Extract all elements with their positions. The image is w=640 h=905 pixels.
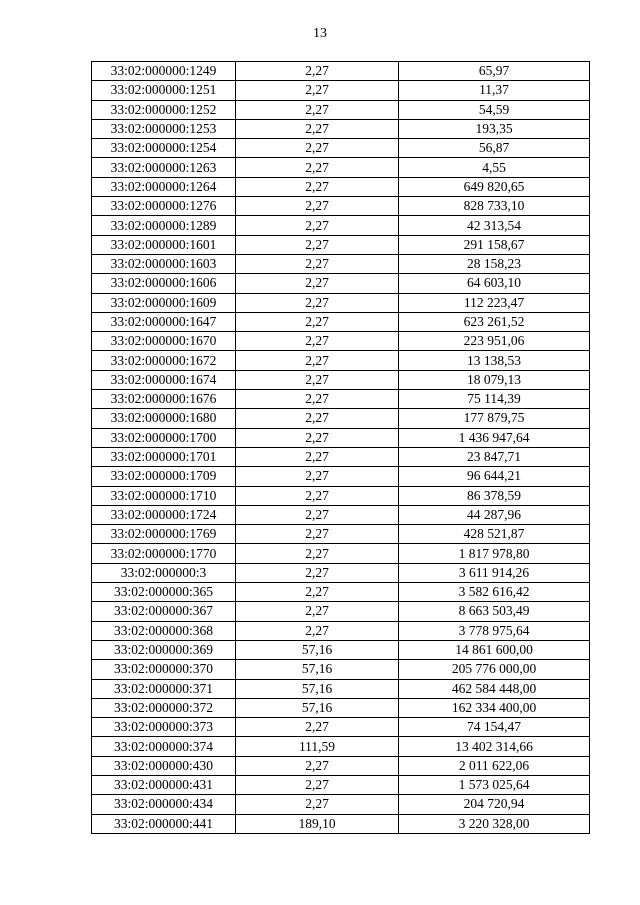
rate-cell: 2,27 bbox=[236, 293, 399, 312]
amount-cell: 4,55 bbox=[399, 158, 590, 177]
cadastral-number-cell: 33:02:000000:1249 bbox=[92, 62, 236, 81]
cadastral-number-cell: 33:02:000000:374 bbox=[92, 737, 236, 756]
table-row bbox=[92, 100, 590, 119]
rate-cell: 57,16 bbox=[236, 640, 399, 659]
table-row bbox=[92, 737, 590, 756]
amount-cell: 828 733,10 bbox=[399, 197, 590, 216]
amount-cell: 1 436 947,64 bbox=[399, 428, 590, 447]
rate-cell: 2,27 bbox=[236, 795, 399, 814]
table-row bbox=[92, 139, 590, 158]
rate-cell: 2,27 bbox=[236, 81, 399, 100]
cadastral-number-cell: 33:02:000000:434 bbox=[92, 795, 236, 814]
cadastral-number-cell: 33:02:000000:1700 bbox=[92, 428, 236, 447]
amount-cell: 42 313,54 bbox=[399, 216, 590, 235]
amount-cell: 462 584 448,00 bbox=[399, 679, 590, 698]
amount-cell: 54,59 bbox=[399, 100, 590, 119]
table-row bbox=[92, 312, 590, 331]
table-row bbox=[92, 293, 590, 312]
table-row bbox=[92, 409, 590, 428]
rate-cell: 2,27 bbox=[236, 62, 399, 81]
amount-cell: 75 114,39 bbox=[399, 390, 590, 409]
table-row bbox=[92, 563, 590, 582]
cadastral-number-cell: 33:02:000000:1709 bbox=[92, 467, 236, 486]
table-row bbox=[92, 119, 590, 138]
cadastral-number-cell: 33:02:000000:1289 bbox=[92, 216, 236, 235]
amount-cell: 8 663 503,49 bbox=[399, 602, 590, 621]
rate-cell: 2,27 bbox=[236, 216, 399, 235]
rate-cell: 2,27 bbox=[236, 525, 399, 544]
cadastral-number-cell: 33:02:000000:1603 bbox=[92, 254, 236, 273]
table-row bbox=[92, 505, 590, 524]
table-row bbox=[92, 698, 590, 717]
cadastral-number-cell: 33:02:000000:441 bbox=[92, 814, 236, 833]
cadastral-number-cell: 33:02:000000:1609 bbox=[92, 293, 236, 312]
rate-cell: 2,27 bbox=[236, 139, 399, 158]
table-row bbox=[92, 795, 590, 814]
table-row bbox=[92, 390, 590, 409]
cadastral-number-cell: 33:02:000000:1254 bbox=[92, 139, 236, 158]
cadastral-number-cell: 33:02:000000:1253 bbox=[92, 119, 236, 138]
table-row bbox=[92, 660, 590, 679]
rate-cell: 2,27 bbox=[236, 428, 399, 447]
amount-cell: 3 582 616,42 bbox=[399, 583, 590, 602]
amount-cell: 193,35 bbox=[399, 119, 590, 138]
table-row bbox=[92, 602, 590, 621]
amount-cell: 56,87 bbox=[399, 139, 590, 158]
cadastral-number-cell: 33:02:000000:1606 bbox=[92, 274, 236, 293]
cadastral-number-cell: 33:02:000000:1670 bbox=[92, 332, 236, 351]
amount-cell: 13 402 314,66 bbox=[399, 737, 590, 756]
table-row bbox=[92, 197, 590, 216]
rate-cell: 57,16 bbox=[236, 679, 399, 698]
cadastral-number-cell: 33:02:000000:1676 bbox=[92, 390, 236, 409]
rate-cell: 2,27 bbox=[236, 583, 399, 602]
table-row bbox=[92, 235, 590, 254]
amount-cell: 112 223,47 bbox=[399, 293, 590, 312]
cadastral-number-cell: 33:02:000000:1601 bbox=[92, 235, 236, 254]
amount-cell: 14 861 600,00 bbox=[399, 640, 590, 659]
amount-cell: 74 154,47 bbox=[399, 718, 590, 737]
table-row bbox=[92, 467, 590, 486]
amount-cell: 204 720,94 bbox=[399, 795, 590, 814]
cadastral-number-cell: 33:02:000000:430 bbox=[92, 756, 236, 775]
cadastral-number-cell: 33:02:000000:1710 bbox=[92, 486, 236, 505]
amount-cell: 428 521,87 bbox=[399, 525, 590, 544]
rate-cell: 2,27 bbox=[236, 544, 399, 563]
rate-cell: 2,27 bbox=[236, 756, 399, 775]
rate-cell: 2,27 bbox=[236, 177, 399, 196]
amount-cell: 11,37 bbox=[399, 81, 590, 100]
amount-cell: 86 378,59 bbox=[399, 486, 590, 505]
cadastral-number-cell: 33:02:000000:1674 bbox=[92, 370, 236, 389]
cadastral-number-cell: 33:02:000000:1680 bbox=[92, 409, 236, 428]
rate-cell: 189,10 bbox=[236, 814, 399, 833]
table-row bbox=[92, 447, 590, 466]
rate-cell: 2,27 bbox=[236, 351, 399, 370]
amount-cell: 28 158,23 bbox=[399, 254, 590, 273]
amount-cell: 44 287,96 bbox=[399, 505, 590, 524]
table-row bbox=[92, 332, 590, 351]
table-row bbox=[92, 351, 590, 370]
cadastral-number-cell: 33:02:000000:371 bbox=[92, 679, 236, 698]
cadastral-number-cell: 33:02:000000:1251 bbox=[92, 81, 236, 100]
table-row bbox=[92, 679, 590, 698]
cadastral-number-cell: 33:02:000000:370 bbox=[92, 660, 236, 679]
amount-cell: 23 847,71 bbox=[399, 447, 590, 466]
amount-cell: 64 603,10 bbox=[399, 274, 590, 293]
rate-cell: 2,27 bbox=[236, 100, 399, 119]
table-row bbox=[92, 81, 590, 100]
rate-cell: 2,27 bbox=[236, 409, 399, 428]
amount-cell: 649 820,65 bbox=[399, 177, 590, 196]
rate-cell: 2,27 bbox=[236, 254, 399, 273]
table-row bbox=[92, 428, 590, 447]
rate-cell: 2,27 bbox=[236, 718, 399, 737]
cadastral-number-cell: 33:02:000000:1770 bbox=[92, 544, 236, 563]
page-number: 13 bbox=[313, 26, 327, 41]
amount-cell: 96 644,21 bbox=[399, 467, 590, 486]
table-row bbox=[92, 62, 590, 81]
amount-cell: 3 611 914,26 bbox=[399, 563, 590, 582]
cadastral-number-cell: 33:02:000000:367 bbox=[92, 602, 236, 621]
table-row bbox=[92, 583, 590, 602]
amount-cell: 65,97 bbox=[399, 62, 590, 81]
table-body bbox=[92, 62, 590, 834]
rate-cell: 2,27 bbox=[236, 563, 399, 582]
rate-cell: 2,27 bbox=[236, 119, 399, 138]
table-row bbox=[92, 640, 590, 659]
amount-cell: 223 951,06 bbox=[399, 332, 590, 351]
amount-cell: 177 879,75 bbox=[399, 409, 590, 428]
cadastral-table bbox=[91, 61, 590, 834]
amount-cell: 1 573 025,64 bbox=[399, 775, 590, 794]
amount-cell: 623 261,52 bbox=[399, 312, 590, 331]
cadastral-number-cell: 33:02:000000:372 bbox=[92, 698, 236, 717]
rate-cell: 2,27 bbox=[236, 332, 399, 351]
cadastral-number-cell: 33:02:000000:1724 bbox=[92, 505, 236, 524]
rate-cell: 2,27 bbox=[236, 775, 399, 794]
table-row bbox=[92, 254, 590, 273]
cadastral-number-cell: 33:02:000000:368 bbox=[92, 621, 236, 640]
cadastral-number-cell: 33:02:000000:373 bbox=[92, 718, 236, 737]
table-row bbox=[92, 756, 590, 775]
rate-cell: 111,59 bbox=[236, 737, 399, 756]
table-row bbox=[92, 718, 590, 737]
amount-cell: 3 778 975,64 bbox=[399, 621, 590, 640]
rate-cell: 57,16 bbox=[236, 660, 399, 679]
amount-cell: 18 079,13 bbox=[399, 370, 590, 389]
table-row bbox=[92, 775, 590, 794]
table-row bbox=[92, 621, 590, 640]
cadastral-number-cell: 33:02:000000:1264 bbox=[92, 177, 236, 196]
table-row bbox=[92, 525, 590, 544]
rate-cell: 2,27 bbox=[236, 447, 399, 466]
cadastral-number-cell: 33:02:000000:3 bbox=[92, 563, 236, 582]
cadastral-number-cell: 33:02:000000:431 bbox=[92, 775, 236, 794]
cadastral-number-cell: 33:02:000000:1647 bbox=[92, 312, 236, 331]
amount-cell: 291 158,67 bbox=[399, 235, 590, 254]
amount-cell: 1 817 978,80 bbox=[399, 544, 590, 563]
cadastral-number-cell: 33:02:000000:369 bbox=[92, 640, 236, 659]
table-row bbox=[92, 216, 590, 235]
cadastral-number-cell: 33:02:000000:1672 bbox=[92, 351, 236, 370]
rate-cell: 2,27 bbox=[236, 274, 399, 293]
rate-cell: 2,27 bbox=[236, 370, 399, 389]
rate-cell: 2,27 bbox=[236, 390, 399, 409]
rate-cell: 2,27 bbox=[236, 602, 399, 621]
rate-cell: 2,27 bbox=[236, 486, 399, 505]
rate-cell: 2,27 bbox=[236, 621, 399, 640]
cadastral-number-cell: 33:02:000000:365 bbox=[92, 583, 236, 602]
rate-cell: 2,27 bbox=[236, 197, 399, 216]
rate-cell: 2,27 bbox=[236, 312, 399, 331]
table-row bbox=[92, 486, 590, 505]
table-row bbox=[92, 544, 590, 563]
amount-cell: 2 011 622,06 bbox=[399, 756, 590, 775]
amount-cell: 3 220 328,00 bbox=[399, 814, 590, 833]
rate-cell: 57,16 bbox=[236, 698, 399, 717]
table-row bbox=[92, 814, 590, 833]
cadastral-number-cell: 33:02:000000:1701 bbox=[92, 447, 236, 466]
rate-cell: 2,27 bbox=[236, 505, 399, 524]
cadastral-number-cell: 33:02:000000:1769 bbox=[92, 525, 236, 544]
amount-cell: 13 138,53 bbox=[399, 351, 590, 370]
table-row bbox=[92, 158, 590, 177]
table-row bbox=[92, 274, 590, 293]
cadastral-number-cell: 33:02:000000:1252 bbox=[92, 100, 236, 119]
rate-cell: 2,27 bbox=[236, 235, 399, 254]
rate-cell: 2,27 bbox=[236, 467, 399, 486]
rate-cell: 2,27 bbox=[236, 158, 399, 177]
amount-cell: 205 776 000,00 bbox=[399, 660, 590, 679]
cadastral-number-cell: 33:02:000000:1263 bbox=[92, 158, 236, 177]
amount-cell: 162 334 400,00 bbox=[399, 698, 590, 717]
table-row bbox=[92, 370, 590, 389]
cadastral-number-cell: 33:02:000000:1276 bbox=[92, 197, 236, 216]
table-row bbox=[92, 177, 590, 196]
